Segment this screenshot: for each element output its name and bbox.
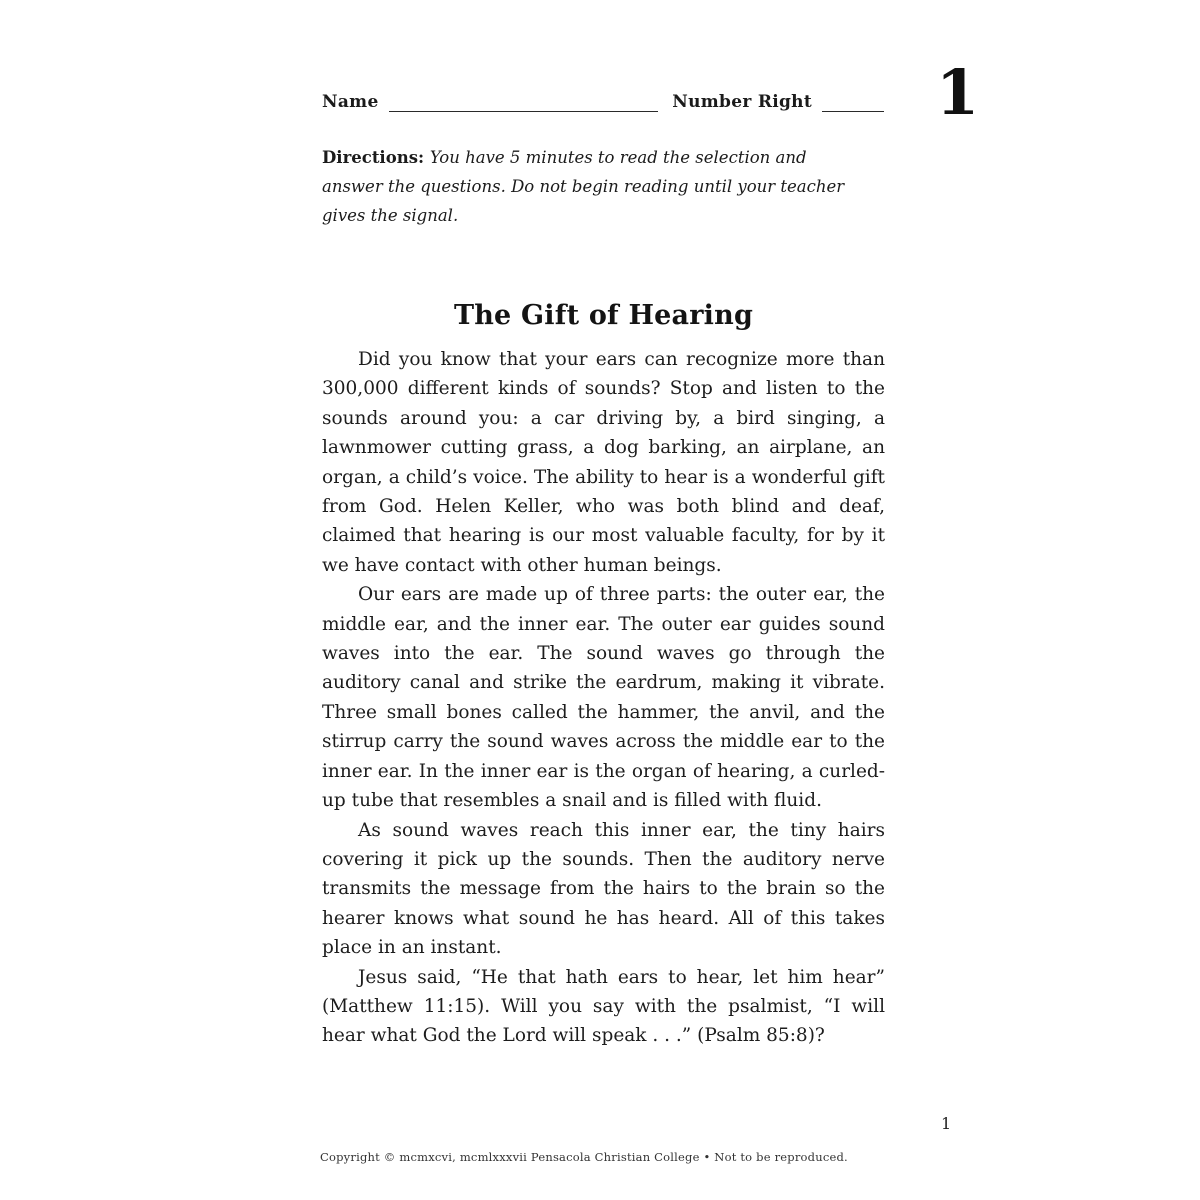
name-label: Name <box>322 92 379 112</box>
article-body <box>322 345 885 1051</box>
name-blank-line <box>389 93 659 112</box>
directions-text: You have 5 minutes to read the selection and answer the questions. Do not begin reading until your teacher gives the signal. <box>322 148 845 225</box>
article-paragraph: As sound waves reach this inner ear, the tiny hairs covering it pick up the sounds. Then the auditory nerve transmits the message from the hairs to the brain so the hearer knows what sound he has heard. All of this takes place in an instant. <box>322 819 885 959</box>
article-paragraph: Our ears are made up of three parts: the outer ear, the middle ear, and the inner ear. The outer ear guides sound waves into the ear. The sound waves go through the auditory canal and strike the eardrum, making it vibrate. Three small bones called the hammer, the anvil, and the stirrup carry the sound waves across the middle ear to the inner ear. In the inner ear is the organ of hearing, a curled-up tube that resembles a snail and is filled with fluid. <box>322 584 885 812</box>
page-number: 1 <box>941 1114 952 1133</box>
number-right-label: Number Right <box>672 92 812 112</box>
copyright-line: Copyright © mcmxcvi, mcmlxxxvii Pensacola Christian College • Not to be reproduced. <box>320 1150 848 1164</box>
number-right-blank-line <box>822 93 884 112</box>
article-paragraph: Jesus said, “He that hath ears to hear, let him hear” (Matthew 11:15). Will you say with the psalmist, “I will hear what God the Lord will speak . . .” (Psalm 85:8)? <box>322 966 885 1047</box>
unit-number: 1 <box>936 56 980 129</box>
directions-block <box>322 143 862 230</box>
article-title: The Gift of Hearing <box>453 300 754 331</box>
directions-label: Directions: <box>322 148 430 167</box>
worksheet-header <box>322 92 884 112</box>
article-paragraph: Did you know that your ears can recognize more than 300,000 different kinds of sounds? Stop and listen to the sounds around you: a car driving by, a bird singing, a lawnmower cutting grass, a dog barking, an airplane, an organ, a child’s voice. The ability to hear is a wonderful gift from God. Helen Keller, who was both blind and deaf, claimed that hearing is our most valuable faculty, for by it we have contact with other human beings. <box>322 349 885 576</box>
